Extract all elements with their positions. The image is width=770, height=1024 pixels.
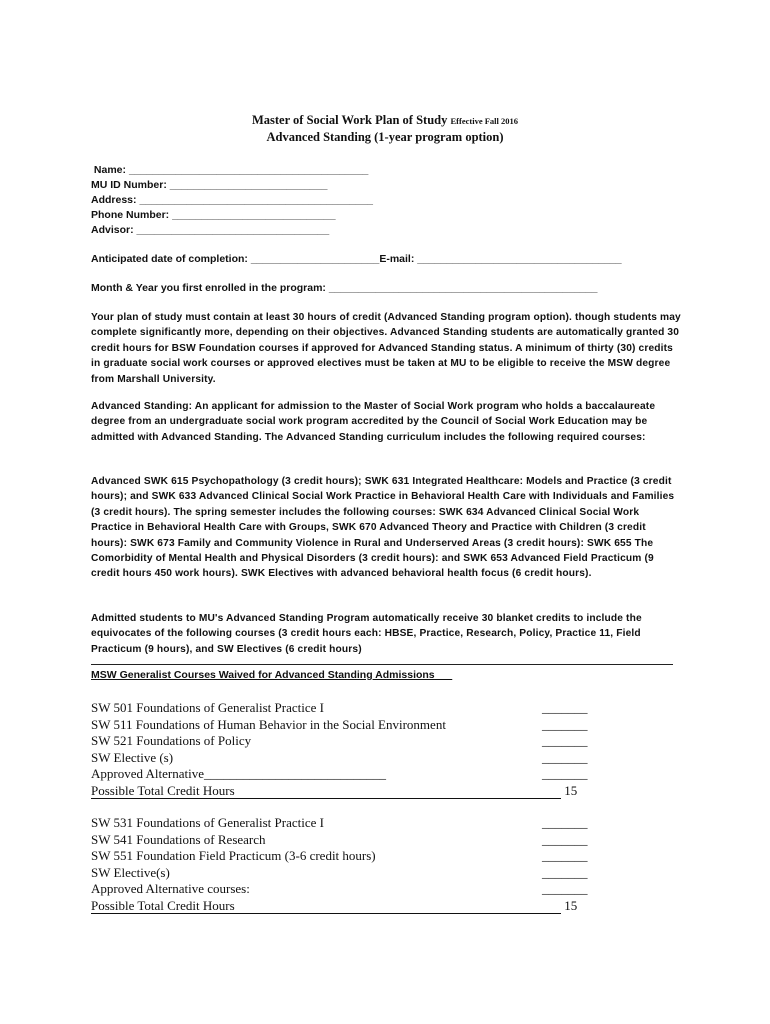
- credit-blank[interactable]: _______: [542, 749, 588, 765]
- field-line: _________________________________: [136, 224, 330, 236]
- effective-date: Effective Fall 2016: [450, 116, 519, 126]
- credit-blank[interactable]: _______: [542, 881, 588, 897]
- title-main: Master of Social Work Plan of Study: [251, 113, 448, 127]
- list-item: [91, 815, 591, 832]
- document-title: [0, 113, 770, 128]
- credit-blank[interactable]: _______: [542, 700, 588, 715]
- address-field[interactable]: [91, 193, 373, 208]
- list-item: [91, 733, 591, 750]
- course-name: SW 521 Foundations of Policy: [91, 733, 252, 749]
- section-heading: MSW Generalist Courses Waived for Advanced Standing Admissions___: [91, 669, 453, 681]
- total-row: [91, 783, 591, 800]
- advisor-field[interactable]: [91, 223, 373, 238]
- completion-field[interactable]: ______________________: [250, 253, 380, 265]
- list-item: [91, 766, 591, 783]
- course-name: Approved Alternative courses:: [91, 881, 250, 897]
- course-name: SW 511 Foundations of Human Behavior in the Social Environment: [91, 716, 446, 732]
- document-subtitle: Advanced Standing (1-year program option): [266, 130, 504, 144]
- section-divider: [91, 664, 673, 665]
- field-line: ____________________________: [172, 209, 336, 221]
- waived-course-list-1: [91, 700, 591, 800]
- enrolled-row: [91, 282, 597, 294]
- field-line: _________________________________________: [128, 164, 369, 176]
- advanced-standing-paragraph: Advanced Standing: An applicant for admission to the Master of Social Work program who holds a baccalaureate degree from an undergraduate social work program accredited by the Council of Social Work Education may be admitted with Advanced Standing. The Advanced Standing curriculum includes the following required courses:: [91, 401, 656, 443]
- plan-requirements-paragraph: Your plan of study must contain at least 30 hours of credit (Advanced Standing program option). though students may complete significantly more, depending on their objectives. Advanced Standing students are automatically granted 30 credit hours for BSW Foundation courses if approved for Advanced Standing status. A minimum of thirty (30) credits in graduate social work courses or approved electives must be taken at MU to be eligible to receive the MSW degree from Marshall University.: [91, 312, 681, 385]
- total-value: 15: [564, 782, 578, 798]
- field-line: ________________________________________: [139, 194, 374, 206]
- required-courses-paragraph: Advanced SWK 615 Psychopathology (3 credit hours); SWK 631 Integrated Healthcare: Models and Practice (3 credit hours); and SWK 633 Advanced Clinical Social Work Practice in Behavioral Health Care with Individuals and Families (3 credit hours). The spring semester includes the following courses: SWK 634 Advanced Clinical Social Work Practice in Behavioral Health Care with Groups, SWK 670 Advanced Theory and Practice with Children (3 credit hours): SWK 673 Family and Community Violence in Rural and Underserved Areas (3 credit hours): SWK 655 The Comorbidity of Mental Health and Physical Disorders (3 credit hours): and SWK 653 Advanced Field Practicum (9 credit hours 450 work hours). SWK Electives with advanced behavioral health focus (6 credit hours).: [91, 476, 675, 580]
- field-label: MU ID Number:: [91, 179, 167, 191]
- credit-blank[interactable]: _______: [542, 864, 588, 880]
- total-label: Possible Total Credit Hours: [91, 897, 235, 913]
- enrolled-label: Month & Year you first enrolled in the program:: [91, 282, 326, 294]
- total-value: 15: [564, 897, 578, 913]
- phone-field[interactable]: [91, 208, 373, 223]
- course-name: SW 551 Foundation Field Practicum (3-6 credit hours): [91, 848, 376, 864]
- course-name: SW 501 Foundations of Generalist Practice I: [91, 700, 324, 715]
- field-line: ___________________________: [169, 179, 328, 191]
- course-name: SW 541 Foundations of Research: [91, 831, 266, 847]
- total-label: Possible Total Credit Hours: [91, 782, 235, 798]
- total-row: [91, 898, 591, 915]
- email-field[interactable]: ___________________________________: [417, 253, 622, 265]
- list-item: [91, 750, 591, 767]
- list-item: [91, 865, 591, 882]
- course-name: SW Elective (s): [91, 749, 174, 765]
- student-info-fields: [91, 163, 373, 238]
- email-label: E-mail:: [379, 253, 415, 265]
- credit-blank[interactable]: _______: [542, 831, 588, 847]
- list-item: [91, 832, 591, 849]
- list-item: [91, 848, 591, 865]
- completion-row: [91, 253, 622, 265]
- enrolled-field[interactable]: ______________________________________________: [328, 282, 598, 294]
- name-field[interactable]: [91, 163, 373, 178]
- mu-id-field[interactable]: [91, 178, 373, 193]
- credit-blank[interactable]: _______: [542, 716, 588, 732]
- course-name: Approved Alternative____________________________: [91, 766, 386, 782]
- blanket-credits-paragraph: Admitted students to MU's Advanced Standing Program automatically receive 30 blanket credits to include the equivocates of the following courses (3 credit hours each: HBSE, Practice, Research, Policy, Practice 11, Field Practicum (9 hours), and SW Electives (6 credit hours): [91, 613, 642, 655]
- field-label: Phone Number:: [91, 209, 170, 221]
- field-label: Address:: [91, 194, 137, 206]
- credit-blank[interactable]: _______: [542, 815, 588, 830]
- course-name: SW 531 Foundations of Generalist Practice I: [91, 815, 324, 830]
- credit-blank[interactable]: _______: [542, 733, 588, 749]
- list-item: [91, 700, 591, 717]
- list-item: [91, 881, 591, 898]
- course-name: SW Elective(s): [91, 864, 170, 880]
- field-label: Name:: [93, 164, 127, 176]
- credit-blank[interactable]: _______: [542, 848, 588, 864]
- completion-label: Anticipated date of completion:: [91, 253, 248, 265]
- waived-course-list-2: [91, 815, 591, 915]
- field-label: Advisor:: [91, 224, 134, 236]
- list-item: [91, 717, 591, 734]
- credit-blank[interactable]: _______: [542, 766, 588, 782]
